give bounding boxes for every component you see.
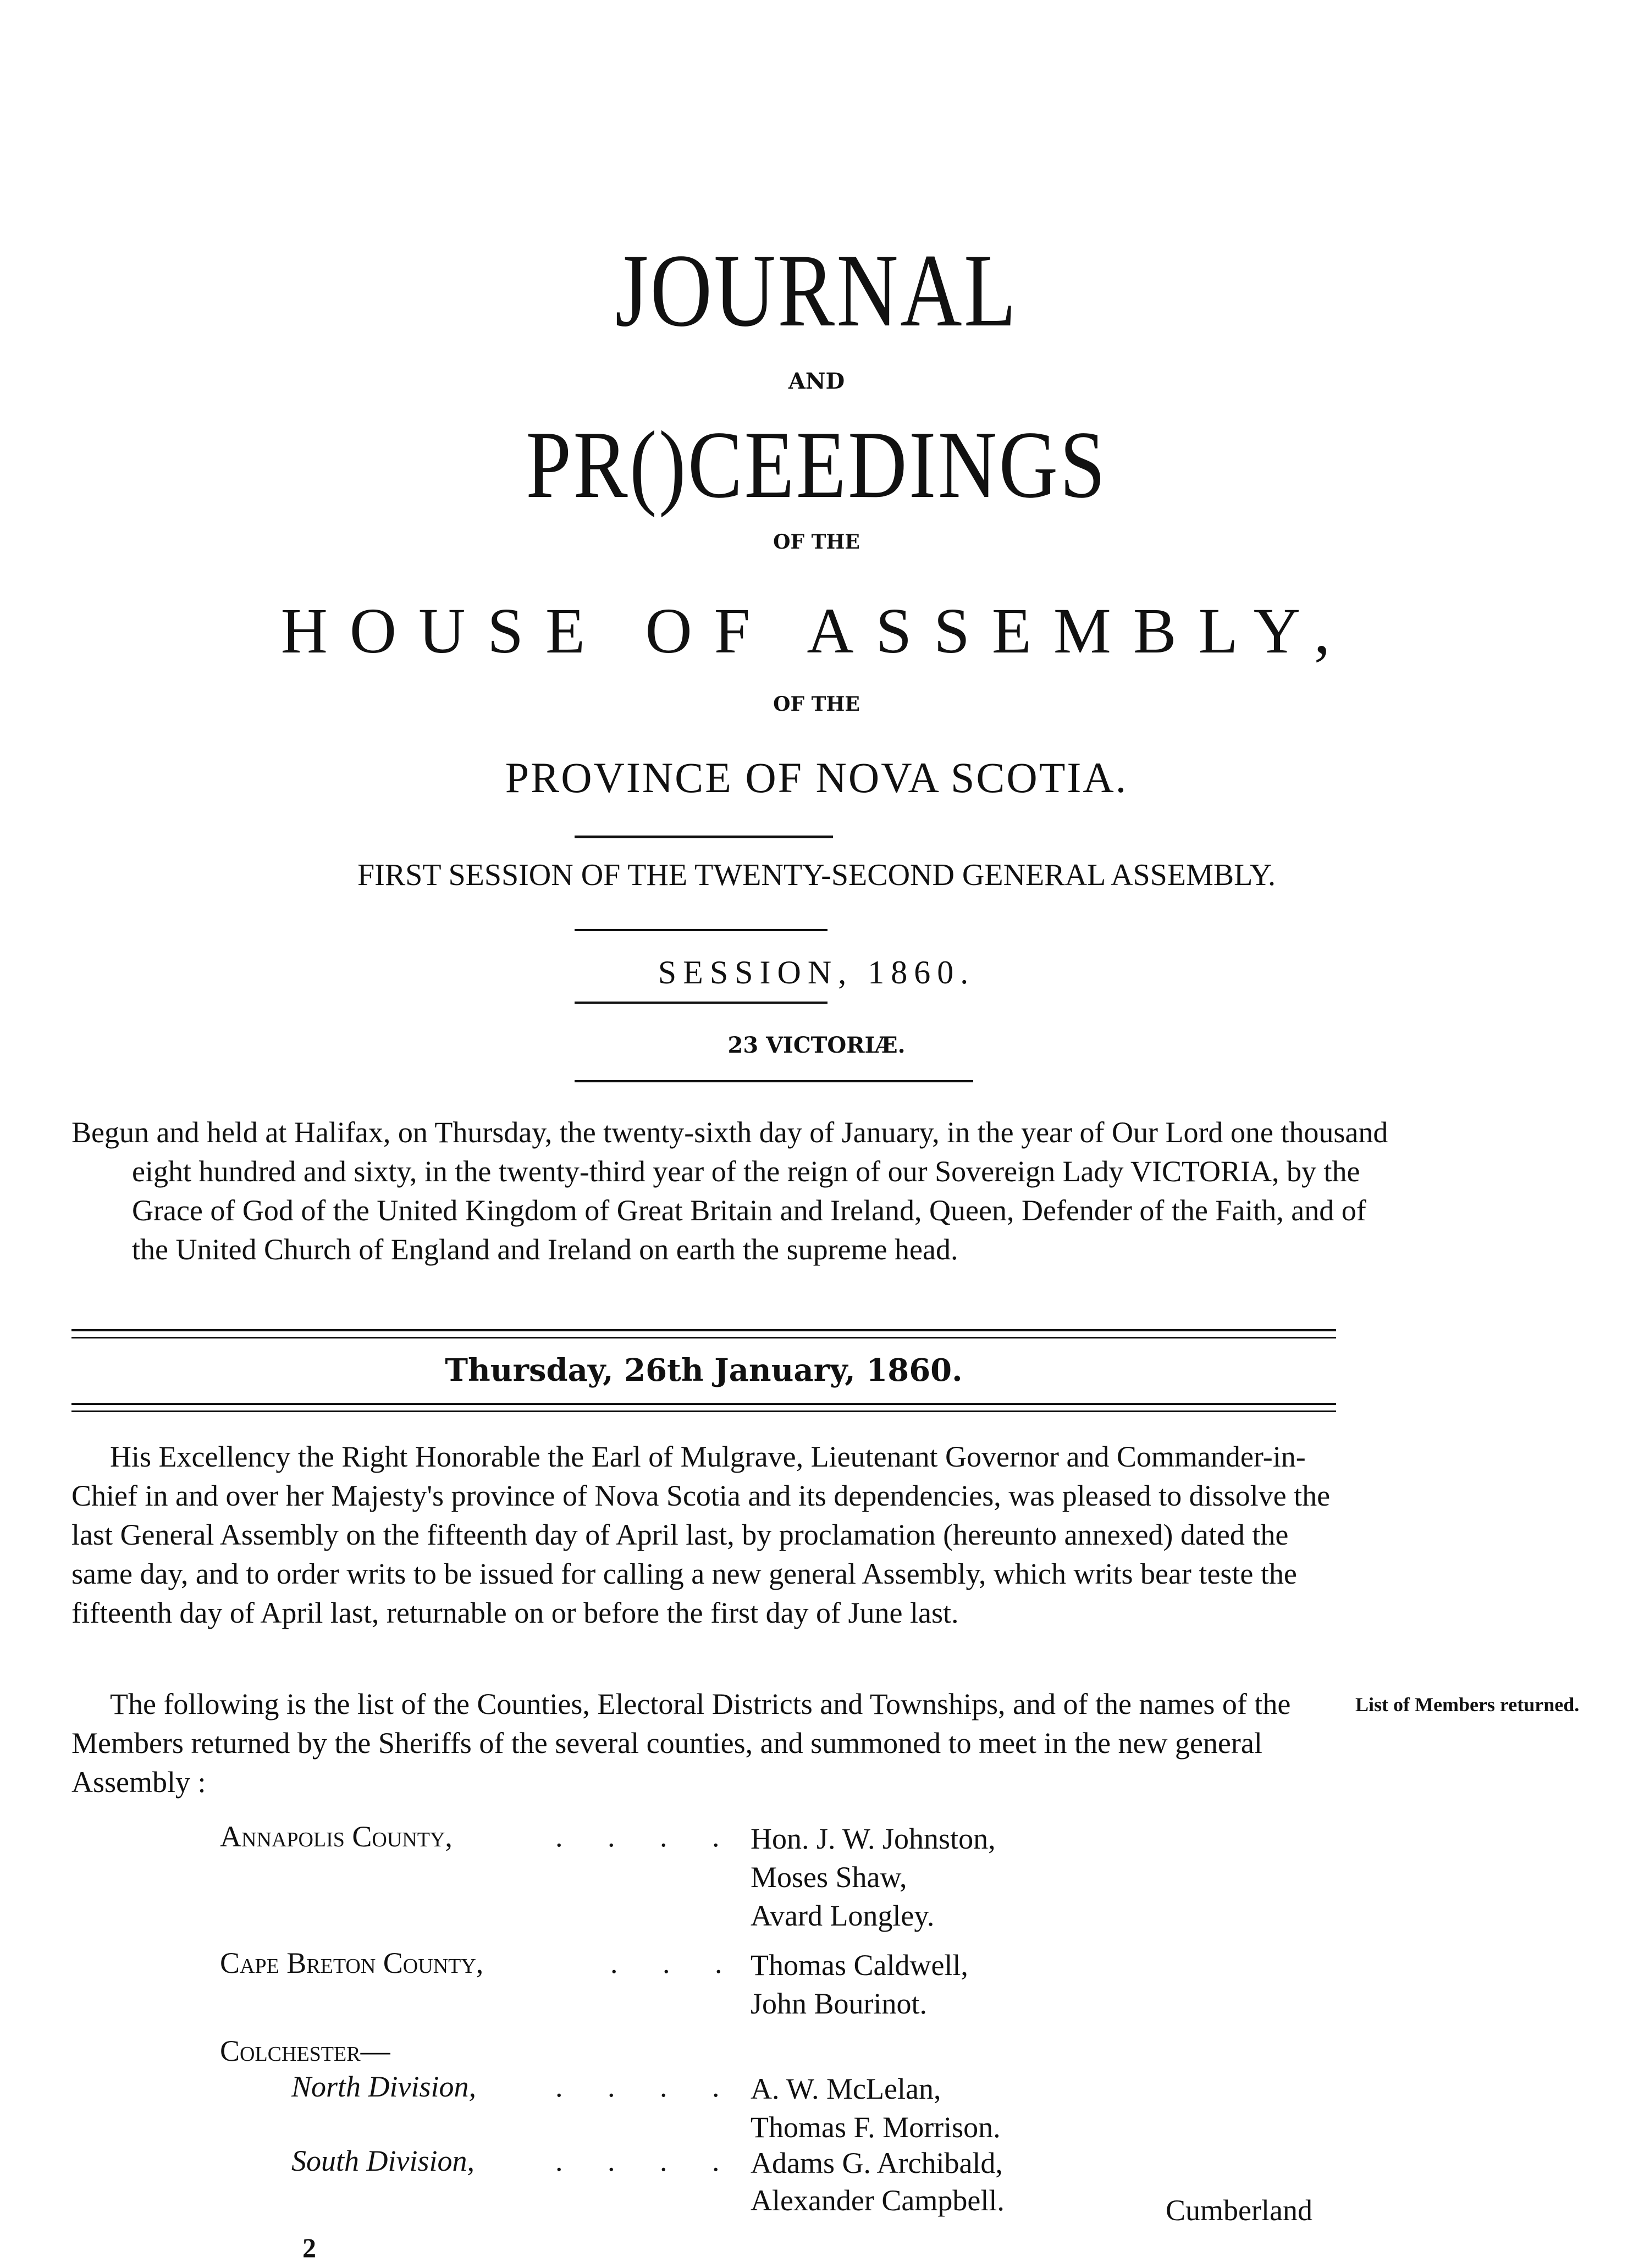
divider (575, 1002, 827, 1004)
divider (575, 836, 833, 838)
regnal-year: 23 VICTORIÆ. (727, 1032, 906, 1058)
division-name: South Division, (291, 2144, 475, 2177)
member-name: Adams G. Archibald, (751, 2147, 1003, 2180)
title-proceedings: PR()CEEDINGS (526, 411, 1107, 518)
member-name: Alexander Campbell. (751, 2184, 1005, 2217)
body-paragraph: His Excellency the Right Honorable the Earl of Mulgrave, Lieutenant Governor and Commander-in-Chief in and over her Majesty's province of Nova Scotia and its dependencies, was pleased to dissolve the last General Assembly on the fifteenth day of April last, by proclamation (hereunto annexed) dated the same day, and to order writs to be issued for calling a new general Assembly, which writs bear teste the fifteenth day of April last, returnable on or before the first day of June last. (71, 1440, 1331, 1629)
margin-note: List of Members returned. (1355, 1694, 1580, 1716)
title-of-the: OF THE (773, 693, 860, 716)
title-house-of-assembly: HOUSE OF ASSEMBLY, (280, 595, 1353, 667)
title-journal: JOURNAL (615, 233, 1018, 349)
signature-mark: 2 (302, 2232, 316, 2263)
leader-dots: . . . . (555, 2144, 738, 2177)
leader-dots: . . . . (555, 1820, 738, 1853)
title-of-the: OF THE (773, 530, 860, 554)
date-heading: Thursday, 26th January, 1860. (445, 1352, 963, 1389)
leader-dots: . . . . (555, 2070, 738, 2103)
member-name: A. W. McLelan, (751, 2072, 941, 2105)
double-rule-bottom (71, 1410, 1336, 1412)
county-name: Colchester— (220, 2034, 390, 2067)
body-paragraph: The following is the list of the Counties, Electoral Districts and Townships, and of the names of the Members returned by the Sheriffs of the several counties, and summoned to meet in the new general Assembly : (71, 1688, 1291, 1799)
double-rule-top (71, 1337, 1336, 1338)
title-province: PROVINCE OF NOVA SCOTIA. (505, 754, 1128, 801)
title-and: AND (788, 368, 845, 394)
session-line: FIRST SESSION OF THE TWENTY-SECOND GENERAL ASSEMBLY. (357, 858, 1276, 892)
member-name: Hon. J. W. Johnston, (751, 1822, 996, 1855)
preamble-paragraph: Begun and held at Halifax, on Thursday, the twenty-sixth day of January, in the year of Our Lord one thousand eight hundred and sixty, in the twenty-third year of the reign of our Sovereign Lady VICTORIA, by the Grace of God of the United Kingdom of Great Britain and Ireland, Queen, Defender of the Faith, and of the United Church of England and Ireland on earth the supreme head. (71, 1116, 1388, 1266)
member-name: Thomas Caldwell, (751, 1949, 968, 1982)
member-name: Moses Shaw, (751, 1861, 907, 1894)
county-name: Cape Breton County, (220, 1946, 484, 1979)
member-name: John Bourinot. (751, 1987, 928, 2020)
leader-dots: . . . (610, 1946, 741, 1979)
double-rule-bottom (71, 1403, 1336, 1405)
double-rule-top (71, 1329, 1336, 1331)
division-name: North Division, (291, 2070, 477, 2103)
county-name: Annapolis County, (220, 1820, 453, 1853)
member-name: Avard Longley. (751, 1899, 935, 1932)
divider (575, 929, 827, 931)
session-year: SESSION, 1860. (658, 954, 975, 991)
catchword: Cumberland (1166, 2194, 1312, 2227)
divider (575, 1080, 973, 1082)
member-name: Thomas F. Morrison. (751, 2111, 1001, 2144)
